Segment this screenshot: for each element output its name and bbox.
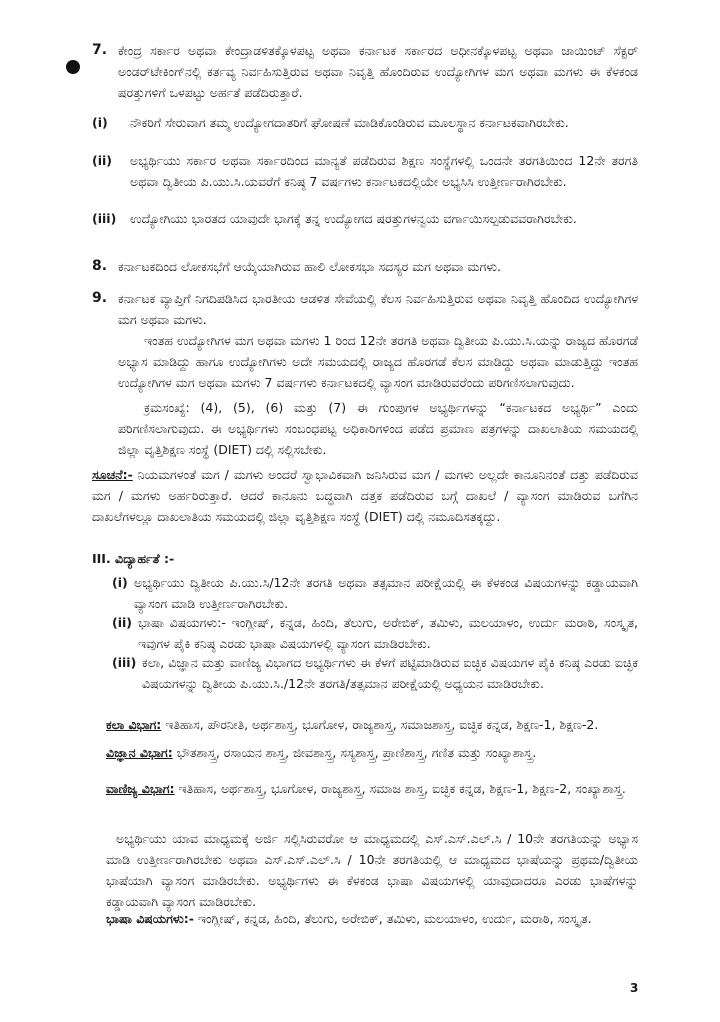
note-label: ಸೂಚನೆ:- (92, 467, 133, 482)
item-9-number: 9. (92, 290, 108, 306)
item-7-number: 7. (92, 42, 108, 58)
arts-text: ಇತಿಹಾಸ, ಪೌರನೀತಿ, ಅರ್ಥಶಾಸ್ತ್ರ, ಭೂಗೋಳ, ರಾಜ್ಯಶಾಸ್ತ್ರ, ಸಮಾಜಶಾಸ್ತ್ರ, ಐಚ್ಛಿಕ ಕನ್ನಡ, ಶಿಕ್ಷಣ-1, ಶಿಕ್ಷಣ-2. (165, 717, 599, 732)
section-3-heading (92, 548, 638, 569)
section-3-sub-1 (112, 572, 638, 614)
science-stream (106, 742, 638, 763)
item-8-number: 8. (92, 258, 108, 274)
medium-paragraph (106, 828, 638, 912)
language-label: ಭಾಷಾ ವಿಷಯಗಳು:- (106, 911, 194, 926)
section-3-sub-2 (112, 612, 638, 654)
sub-text: ನೌಕರಿಗೆ ಸೇರುವಾಗ ತಮ್ಮ ಉದ್ಯೋಗದಾತರಿಗೆ ಘೋಷಣೆ ಮಾಡಿಕೊಂಡಿರುವ ಮೂಲಸ್ಥಾನ ಕರ್ನಾಟಕವಾಗಿರಬೇಕು. (130, 115, 569, 130)
item-7-sub-2 (92, 150, 638, 192)
arts-label: ಕಲಾ ವಿಭಾಗ: (106, 717, 162, 732)
science-text: ಭೌತಶಾಸ್ತ್ರ, ರಸಾಯನ ಶಾಸ್ತ್ರ, ಜೀವಶಾಸ್ತ್ರ, ಸಸ್ಯಶಾಸ್ತ್ರ, ಪ್ರಾಣಿಶಾಸ್ತ್ರ, ಗಣಿತ ಮತ್ತು ಸಂಖ್ಯಾಶಾಸ್ತ್ರ. (176, 745, 537, 760)
commerce-stream (106, 778, 638, 799)
item-9-para-3: ಕ್ರಮಸಂಖ್ಯೆ: (4), (5), (6) ಮತ್ತು (7) ಈ ಗುಂಪುಗಳ ಅಭ್ಯರ್ಥಿಗಳನ್ನು “ಕರ್ನಾಟಕದ ಅಭ್ಯರ್ಥಿ” ಎಂದು ಪರಿಗಣಿಸಲಾಗುವುದು. ಈ ಅಭ್ಯರ್ಥಿಗಳು ಸಂಬಂಧಪಟ್ಟ ಅಧಿಕಾರಿಗಳಿಂದ ಪಡೆದ ಪ್ರಮಾಣ ಪತ್ರಗಳನ್ನು ದಾಖಲಾತಿಯ ಸಮಯದಲ್ಲಿ ಜಿಲ್ಲಾ ವೃತ್ತಿಶಿಕ್ಷಣ ಸಂಸ್ಥೆ (DIET) ದಲ್ಲಿ ಸಲ್ಲಿಸಬೇಕು. (118, 400, 638, 457)
item-7-sub-1 (92, 112, 638, 133)
page-number: 3 (630, 981, 639, 995)
note-text: ನಿಯಮಗಳಂತೆ ಮಗ / ಮಗಳು ಅಂದರೆ ಸ್ವಾಭಾವಿಕವಾಗಿ ಜನಿಸಿರುವ ಮಗ / ಮಗಳು ಅಲ್ಲದೇ ಕಾನೂನಿನಂತೆ ದತ್ತು ಪಡೆದಿರುವ ಮಗ / ಮಗಳು ಅರ್ಹರಿರುತ್ತಾರೆ. ಆದರೆ ಕಾನೂನು ಬದ್ಧವಾಗಿ ದತ್ತಕ ಪಡೆದಿರುವ ಬಗ್ಗೆ ದಾಖಲೆ / ವ್ಯಾಸಂಗ ಮಾಡಿರುವ ಬಗೆಗಿನ ದಾಖಲೆಗಳಲ್ಲೂ ದಾಖಲಾತಿಯ ಸಮಯದಲ್ಲಿ ಜಿಲ್ಲಾ ವೃತ್ತಿಶಿಕ್ಷಣ ಸಂಸ್ಥೆ (DIET) ದಲ್ಲಿ ನಮೂದಿಸತಕ್ಕದ್ದು. (92, 467, 638, 524)
sub-label: (iii) (92, 211, 117, 226)
item-7-text: ಕೇಂದ್ರ ಸರ್ಕಾರ ಅಥವಾ ಕೇಂದ್ರಾಡಳಿತಕ್ಕೊಳಪಟ್ಟ ಅಥವಾ ಕರ್ನಾಟಕ ಸರ್ಕಾರದ ಅಧೀನಕ್ಕೊಳಪಟ್ಟ ಅಥವಾ ಜಾಯಿಂಟ್ ಸೆಕ್ಟರ್ ಅಂಡರ್‌ಟೇಕಿಂಗ್‌ನಲ್ಲಿ ಕರ್ತವ್ಯ ನಿರ್ವಹಿಸುತ್ತಿರುವ ಅಥವಾ ನಿವೃತ್ತಿ ಹೊಂದಿರುವ ಉದ್ಯೋಗಿಗಳ ಮಗ ಅಥವಾ ಮಗಳು ಈ ಕೆಳಕಂಡ ಷರತ್ತುಗಳಿಗೆ ಒಳಪಟ್ಟು ಅರ್ಹತೆ ಪಡೆದಿರುತ್ತಾರೆ. (118, 43, 638, 100)
item-9-para-2: ಇಂತಹ ಉದ್ಯೋಗಿಗಳ ಮಗ ಅಥವಾ ಮಗಳು 1 ರಿಂದ 12ನೇ ತರಗತಿ ಅಥವಾ ದ್ವಿತೀಯ ಪಿ.ಯು.ಸಿ.ಯನ್ನು ರಾಜ್ಯದ ಹೊರಗಡೆ ಅಭ್ಯಾಸ ಮಾಡಿದ್ದು ಹಾಗೂ ಉದ್ಯೋಗಿಗಳು ಅದೇ ಸಮಯದಲ್ಲಿ ರಾಜ್ಯದ ಹೊರಗಡೆ ಕೆಲಸ ಮಾಡಿದ್ದು ಅಥವಾ ಮಾಡುತ್ತಿದ್ದು ಇಂತಹ ಉದ್ಯೋಗಿಗಳ ಮಗ ಅಥವಾ ಮಗಳು 7 ವರ್ಷಗಳು ಕರ್ನಾಟಕದಲ್ಲಿ ವ್ಯಾಸಂಗ ಮಾಡಿರುವರೆಂದು ಪರಿಗಣಿಸಲಾಗುವುದು. (118, 333, 638, 390)
sub-text: ಅಭ್ಯರ್ಥಿಯು ದ್ವಿತೀಯ ಪಿ.ಯು.ಸಿ/12ನೇ ತರಗತಿ ಅಥವಾ ತತ್ಸಮಾನ ಪರೀಕ್ಷೆಯಲ್ಲಿ ಈ ಕೆಳಕಂಡ ವಿಷಯಗಳನ್ನು ಕಡ್ಡಾಯವಾಗಿ ವ್ಯಾಸಂಗ ಮಾಡಿ ಉತ್ತೀರ್ಣರಾಗಿರಬೇಕು. (134, 575, 638, 611)
commerce-text: ಇತಿಹಾಸ, ಅರ್ಥಶಾಸ್ತ್ರ, ಭೂಗೋಳ, ರಾಜ್ಯಶಾಸ್ತ್ರ, ಸಮಾಜ ಶಾಸ್ತ್ರ, ಐಚ್ಛಿಕ ಕನ್ನಡ, ಶಿಕ್ಷಣ-1, ಶಿಕ್ಷಣ-2, ಸಂಖ್ಯಾಶಾಸ್ತ್ರ. (178, 781, 626, 796)
sub-label: (i) (92, 115, 108, 130)
item-9 (92, 288, 638, 460)
sub-label: (iii) (112, 655, 137, 670)
section-3-sub-3 (112, 652, 638, 694)
sub-text: ಅಭ್ಯರ್ಥಿಯು ಸರ್ಕಾರ ಅಥವಾ ಸರ್ಕಾರದಿಂದ ಮಾನ್ಯತೆ ಪಡೆದಿರುವ ಶಿಕ್ಷಣ ಸಂಸ್ಥೆಗಳಲ್ಲಿ ಒಂದನೇ ತರಗತಿಯಿಂದ 12ನೇ ತರಗತಿ ಅಥವಾ ದ್ವಿತೀಯ ಪಿ.ಯು.ಸಿ.ಯವರೆಗೆ ಕನಿಷ್ಠ 7 ವರ್ಷಗಳು ಕರ್ನಾಟಕದಲ್ಲಿಯೇ ಅಭ್ಯಸಿಸಿ ಉತ್ತೀರ್ಣರಾಗಿರಬೇಕು. (130, 153, 638, 189)
item-9-text: ಕರ್ನಾಟಕ ವ್ಯಾಪ್ತಿಗೆ ನಿಗದಿಪಡಿಸಿದ ಭಾರತೀಯ ಆಡಳಿತ ಸೇವೆಯಲ್ಲಿ ಕೆಲಸ ನಿರ್ವಹಿಸುತ್ತಿರುವ ಅಥವಾ ನಿವೃತ್ತಿ ಹೊಂದಿದ ಉದ್ಯೋಗಿಗಳ ಮಗ ಅಥವಾ ಮಗಳು. (118, 291, 638, 327)
note (92, 464, 638, 527)
sub-label: (i) (112, 575, 128, 590)
sub-label: (ii) (92, 153, 112, 168)
item-7-sub-3 (92, 208, 638, 229)
medium-text: ಅಭ್ಯರ್ಥಿಯು ಯಾವ ಮಾಧ್ಯಮಕ್ಕೆ ಅರ್ಜಿ ಸಲ್ಲಿಸಿರುವರೋ ಆ ಮಾಧ್ಯಮದಲ್ಲಿ ಎಸ್.ಎಸ್.ಎಲ್.ಸಿ / 10ನೇ ತರಗತಿಯನ್ನು ಅಭ್ಯಾಸ ಮಾಡಿ ಉತ್ತೀರ್ಣರಾಗಿರಬೇಕು ಅಥವಾ ಎಸ್.ಎಸ್.ಎಲ್.ಸಿ / 10ನೇ ತರಗತಿಯಲ್ಲಿ ಆ ಮಾಧ್ಯಮದ ಭಾಷೆಯನ್ನು ಪ್ರಥಮ/ದ್ವಿತೀಯ ಭಾಷೆಯಾಗಿ ವ್ಯಾಸಂಗ ಮಾಡಿರಬೇಕು. ಅಭ್ಯರ್ಥಿಗಳು ಈ ಕೆಳಕಂಡ ಭಾಷಾ ವಿಷಯಗಳಲ್ಲಿ ಯಾವುದಾದರೂ ಎರಡು ಭಾಷೆಗಳನ್ನು ಕಡ್ಡಾಯವಾಗಿ ವ್ಯಾಸಂಗ ಮಾಡಿರಬೇಕು. (106, 831, 638, 909)
item-8 (92, 256, 638, 277)
science-label: ವಿಜ್ಞಾನ ವಿಭಾಗ: (106, 745, 173, 760)
language-text: ಇಂಗ್ಲೀಷ್, ಕನ್ನಡ, ಹಿಂದಿ, ತೆಲುಗು, ಅರೇಬಿಕ್, ತಮಿಳು, ಮಲಯಾಳಂ, ಉರ್ದು, ಮರಾಠಿ, ಸಂಸ್ಕೃತ. (197, 911, 592, 926)
sub-text: ಭಾಷಾ ವಿಷಯಗಳು:- ಇಂಗ್ಲೀಷ್, ಕನ್ನಡ, ಹಿಂದಿ, ತೆಲುಗು, ಅರೇಬಿಕ್, ತಮಿಳು, ಮಲಯಾಳಂ, ಉರ್ದು ಮರಾಠಿ, ಸಂಸ್ಕೃತ, ಇವುಗಳ ಪೈಕಿ ಕನಿಷ್ಠ ಎರಡು ಭಾಷಾ ವಿಷಯಗಳಲ್ಲಿ ವ್ಯಾಸಂಗ ಮಾಡಿರಬೇಕು. (138, 615, 638, 651)
bullet-dot (66, 60, 80, 74)
language-subjects (106, 908, 638, 929)
item-8-text: ಕರ್ನಾಟಕದಿಂದ ಲೋಕಸಭೆಗೆ ಆಯ್ಕೆಯಾಗಿರುವ ಹಾಲಿ ಲೋಕಸಭಾ ಸದಸ್ಯರ ಮಗ ಅಥವಾ ಮಗಳು. (118, 259, 501, 274)
item-7 (92, 40, 638, 103)
commerce-label: ವಾಣಿಜ್ಯ ವಿಭಾಗ: (106, 781, 175, 796)
arts-stream (106, 714, 638, 735)
sub-label: (ii) (112, 615, 132, 630)
sub-text: ಕಲಾ, ವಿಜ್ಞಾನ ಮತ್ತು ವಾಣಿಜ್ಯ ವಿಭಾಗದ ಅಭ್ಯರ್ಥಿಗಳು ಈ ಕೆಳಗೆ ಪಟ್ಟಿಮಾಡಿರುವ ಐಚ್ಛಿಕ ವಿಷಯಗಳ ಪೈಕಿ ಕನಿಷ್ಠ ಎರಡು ಐಚ್ಛಿಕ ವಿಷಯಗಳನ್ನು ದ್ವಿತೀಯ ಪಿ.ಯು.ಸಿ./12ನೇ ತರಗತಿ/ತತ್ಸಮಾನ ಪರೀಕ್ಷೆಯಲ್ಲಿ ಅಧ್ಯಯನ ಮಾಡಿರಬೇಕು. (142, 655, 638, 691)
sub-text: ಉದ್ಯೋಗಿಯು ಭಾರತದ ಯಾವುದೇ ಭಾಗಕ್ಕೆ ತನ್ನ ಉದ್ಯೋಗದ ಷರತ್ತುಗಳನ್ವಯ ವರ್ಗಾಯಿಸಲ್ಪಡುವವರಾಗಿರಬೇಕು. (130, 211, 577, 226)
section-heading: III. ವಿದ್ಯಾರ್ಹತೆ :- (92, 551, 175, 566)
